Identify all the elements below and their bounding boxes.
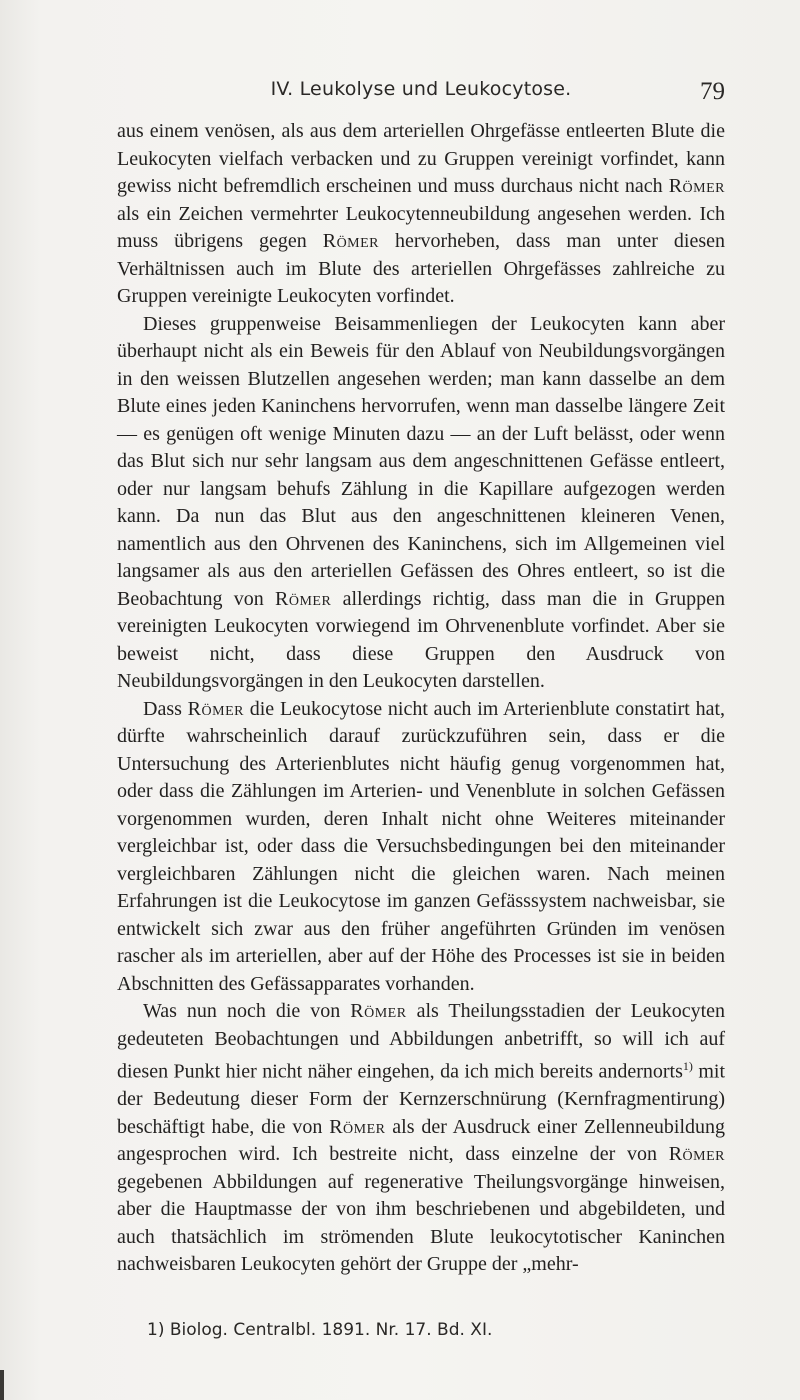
body-text bbox=[117, 118, 725, 1279]
footnote: 1) Biolog. Centralbl. 1891. Nr. 17. Bd. XI. bbox=[147, 1320, 493, 1340]
paragraph-1: aus einem venösen, als aus dem arteriellen Ohrgefässe entleerten Blute die Leukocyten vielfach verbacken und zu Gruppen vereinigt vorfindet, kann gewiss nicht befremdlich erscheinen und muss durchaus nicht nach Römer als ein Zeichen vermehrter Leukocytenneubildung angesehen werden. Ich muss übrigens gegen Römer hervorheben, dass man unter diesen Verhältnissen auch im Blute des arteriellen Ohrgefässes zahlreiche zu Gruppen vereinigte Leukocyten vorfindet. bbox=[117, 120, 725, 307]
paragraph-4: Was nun noch die von Römer als Theilungsstadien der Leukocyten gedeuteten Beobachtungen und Abbildungen anbetrifft, so will ich auf diesen Punkt hier nicht näher eingehen, da ich mich bereits andernorts$^{1)}$ mit der Bedeutung dieser Form der Kernzerschnürung (Kernfragmentirung) beschäftigt habe, die von Römer als der Ausdruck einer Zellenneubildung angesprochen wird. Ich bestreite nicht, dass einzelne der von Römer gegebenen Abbildungen auf regenerative Theilungsvorgänge hinweisen, aber die Hauptmasse der von ihm beschriebenen und abgebildeten, und auch thatsächlich im strömenden Blute leukocytotischer Kaninchen nachweisbaren Leukocyten gehört der Gruppe der „mehr- bbox=[117, 1000, 726, 1276]
paragraph-2: Dieses gruppenweise Beisammenliegen der Leukocyten kann aber überhaupt nicht als ein Beweis für den Ablauf von Neubildungsvorgängen in den weissen Blutzellen angesehen werden; man kann dasselbe an dem Blute eines jeden Kaninchens hervorrufen, wenn man dasselbe längere Zeit — es genügen oft wenige Minuten dazu — an der Luft belässt, oder wenn das Blut sich nur sehr langsam aus dem angeschnittenen Gefässe entleert, oder nur langsam behufs Zählung in die Kapillare aufgezogen werden kann. Da nun das Blut aus den angeschnittenen kleineren Venen, namentlich aus den Ohrvenen des Kaninchens, sich im Allgemeinen viel langsamer als aus den arteriellen Gefässen des Ohres entleert, so ist die Beobachtung von Römer allerdings richtig, dass man die in Gruppen vereinigten Leukocyten vorwiegend im Ohrvenenblute vorfindet. Aber sie beweist nicht, dass diese Gruppen den Ausdruck von Neubildungsvorgängen in den Leukocyten darstellen. bbox=[117, 312, 725, 692]
author-name: Römer bbox=[275, 587, 332, 610]
author-name: Römer bbox=[350, 1000, 407, 1022]
paragraph-3: Dass Römer die Leukocytose nicht auch im Arterienblute constatirt hat, dürfte wahrscheinlich darauf zurückzuführen sein, dass er die Untersuchung des Arterienblutes nicht häufig genug vorgenommen hat, oder dass die Zählungen im Arterien- und Venenblute in solchen Gefässen vorgenommen wurden, deren Inhalt nicht ohne Weiteres miteinander vergleichbar ist, oder dass die Versuchsbedingungen bei den miteinander vergleichbaren Zählungen nicht die gleichen waren. Nach meinen Erfahrungen ist die Leukocytose im ganzen Gefässsystem nachweisbar, sie entwickelt sich zwar aus den früher angeführten Gründen im venösen rascher als im arteriellen, aber auf der Höhe des Processes ist sie in beiden Abschnitten des Gefässapparates vorhanden. bbox=[117, 697, 726, 995]
author-name: Römer bbox=[329, 1115, 386, 1138]
page-header bbox=[117, 78, 725, 112]
footnote-marker: 1) bbox=[682, 1059, 693, 1073]
running-title: IV. Leukolyse und Leukocytose. bbox=[270, 78, 572, 100]
page-number: 79 bbox=[700, 78, 725, 105]
author-name: Römer bbox=[668, 1143, 725, 1166]
author-name: Römer bbox=[668, 175, 725, 197]
scan-edge-shadow bbox=[0, 1370, 4, 1400]
author-name: Römer bbox=[187, 697, 244, 720]
author-name: Römer bbox=[322, 230, 380, 252]
